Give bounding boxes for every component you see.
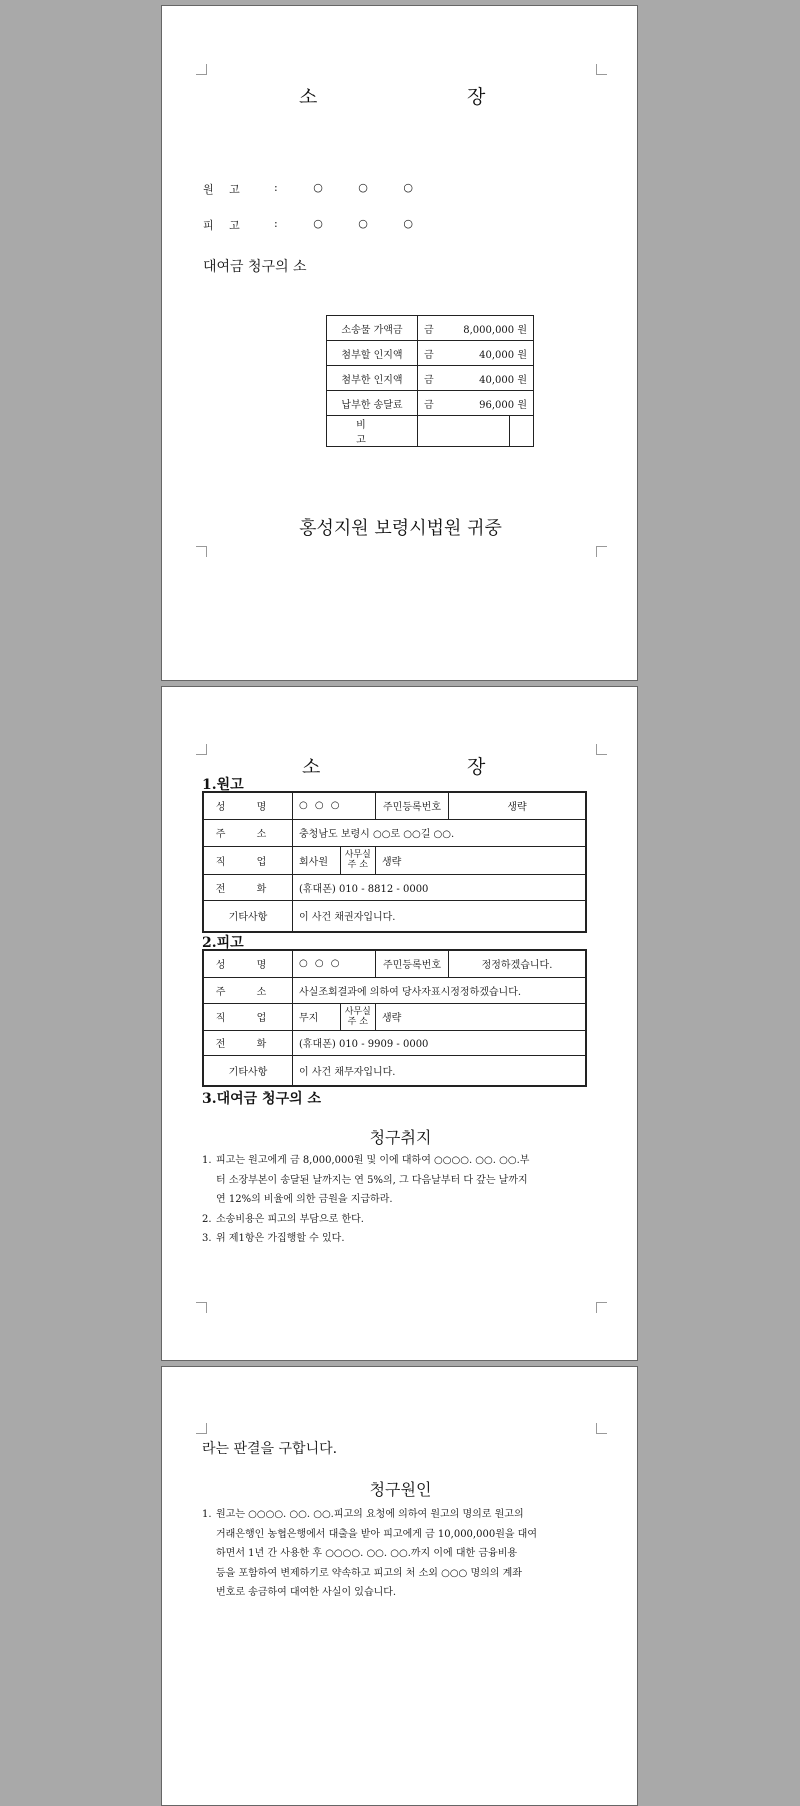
doc-title-left: 소 [299, 86, 318, 108]
fee-row [327, 341, 534, 366]
fee-unit: 금 [418, 341, 447, 366]
fee-unit: 금 [418, 391, 447, 416]
text-line: 위 제1항은 가집행할 수 있다. [216, 1233, 345, 1244]
defendant-name: : ○ ○ ○ [274, 217, 429, 230]
defendant-section-heading: 2.피고 [202, 935, 244, 951]
fee-label: 소송물 가액금 [327, 316, 418, 341]
fee-label: 첨부한 인지액 [327, 366, 418, 391]
margin-corner-mark [196, 1423, 207, 1434]
claim-purpose-heading: 청구취지 [369, 1128, 432, 1147]
remarks-row [327, 416, 534, 447]
cause-list [202, 1505, 602, 1603]
phone-value: (휴대폰) 010 - 9909 - 0000 [293, 1030, 587, 1055]
margin-corner-mark [196, 64, 207, 75]
list-item-text [216, 1151, 529, 1210]
rrn-label: 주민등록번호 [376, 792, 449, 819]
name-label: 성 명 [203, 950, 293, 977]
fee-row [327, 366, 534, 391]
office-label [340, 846, 375, 874]
fee-label: 납부한 송달료 [327, 391, 418, 416]
case-section-heading: 3.대여금 청구의 소 [202, 1091, 322, 1107]
list-item-number: 2. [202, 1213, 212, 1225]
list-item [202, 1210, 602, 1230]
table-row [203, 1003, 586, 1030]
margin-corner-mark [196, 546, 207, 557]
phone-label: 전 화 [203, 874, 293, 900]
list-item-text [216, 1505, 537, 1603]
office-label-line: 사무실 [344, 850, 371, 860]
name-value: ○ ○ ○ [293, 950, 376, 977]
fee-value: 40,000 원 [446, 366, 534, 391]
fee-unit: 금 [418, 316, 447, 341]
fee-table [326, 315, 534, 447]
court-name: 홍성지원 보령시법원 귀중 [299, 518, 502, 539]
address-value: 충청남도 보령시 ○○로 ○○길 ○○. [293, 819, 587, 846]
margin-corner-mark [196, 1302, 207, 1313]
document-page-3 [161, 1366, 638, 1806]
name-label: 성 명 [203, 792, 293, 819]
closing-statement: 라는 판결을 구합니다. [202, 1441, 338, 1457]
plaintiff-label: 원 고 [203, 183, 246, 196]
etc-label: 기타사항 [203, 900, 293, 932]
table-row [203, 874, 586, 900]
text-line: 하면서 1년 간 사용한 후 ○○○○. ○○. ○○.까지 이에 대한 금융비용 [216, 1548, 518, 1559]
phone-value: (휴대폰) 010 - 8812 - 0000 [293, 874, 587, 900]
rrn-label: 주민등록번호 [376, 950, 449, 977]
margin-corner-mark [596, 1302, 607, 1313]
office-value: 생략 [376, 846, 587, 874]
list-item [202, 1505, 602, 1603]
office-label [340, 1003, 375, 1030]
rrn-value: 정정하겠습니다. [449, 950, 587, 977]
address-label: 주 소 [203, 819, 293, 846]
table-row [203, 900, 586, 932]
doc-title-right: 장 [467, 756, 486, 778]
phone-label: 전 화 [203, 1030, 293, 1055]
table-row [203, 1030, 586, 1055]
list-item-number: 1. [202, 1155, 212, 1166]
fee-unit: 금 [418, 366, 447, 391]
fee-row [327, 391, 534, 416]
rrn-value: 생략 [449, 792, 587, 819]
etc-value: 이 사건 채권자입니다. [293, 900, 587, 932]
margin-corner-mark [596, 64, 607, 75]
table-row [203, 1055, 586, 1086]
fee-label: 첨부할 인지액 [327, 341, 418, 366]
office-label-line: 주 소 [347, 1016, 368, 1027]
office-label-line: 사무실 [344, 1006, 371, 1017]
remarks-cell [418, 416, 510, 447]
table-row [203, 950, 586, 977]
plaintiff-info-table [202, 791, 587, 933]
plaintiff-row [203, 181, 429, 197]
table-row [203, 846, 586, 874]
etc-label: 기타사항 [203, 1055, 293, 1086]
doc-title-left: 소 [302, 756, 321, 778]
fee-value: 40,000 원 [446, 341, 534, 366]
doc-title-right: 장 [467, 86, 486, 108]
defendant-info-table [202, 949, 587, 1087]
document-page-1 [161, 5, 638, 681]
list-item-number: 1. [202, 1509, 212, 1520]
job-value: 회사원 [293, 846, 341, 874]
table-row [203, 977, 586, 1003]
margin-corner-mark [596, 1423, 607, 1434]
margin-corner-mark [596, 744, 607, 755]
plaintiff-name: : ○ ○ ○ [274, 181, 429, 194]
text-line: 연 12%의 비율에 의한 금원을 지급하라. [216, 1194, 393, 1205]
text-line: 등을 포함하여 변제하기로 약속하고 피고의 처 소외 ○○○ 명의의 계좌 [216, 1567, 522, 1579]
list-item-number: 3. [202, 1233, 212, 1244]
table-row [203, 792, 586, 819]
job-value: 무지 [293, 1003, 341, 1030]
text-line: 거래은행인 농협은행에서 대출을 받아 피고에게 금 10,000,000원을 대여 [216, 1528, 538, 1540]
plaintiff-section-heading: 1.원고 [202, 777, 244, 793]
job-label: 직 업 [203, 846, 293, 874]
address-value: 사실조회결과에 의하여 당사자표시정정하겠습니다. [293, 977, 587, 1003]
text-line: 피고는 원고에게 금 8,000,000원 및 이에 대하여 ○○○○. ○○. ○○.부 [216, 1155, 530, 1166]
claim-list [202, 1151, 602, 1249]
margin-corner-mark [596, 546, 607, 557]
office-label-line: 주 소 [347, 860, 368, 870]
margin-corner-mark [196, 744, 207, 755]
job-label: 직 업 [203, 1003, 293, 1030]
text-line: 소송비용은 피고의 부담으로 한다. [216, 1213, 364, 1225]
name-value: ○ ○ ○ [293, 792, 376, 819]
remarks-label: 비 고 [327, 416, 418, 447]
address-label: 주 소 [203, 977, 293, 1003]
defendant-row [203, 217, 429, 233]
case-name: 대여금 청구의 소 [203, 259, 307, 275]
text-line: 번호로 송금하여 대여한 사실이 있습니다. [216, 1587, 397, 1598]
fee-value: 96,000 원 [446, 391, 534, 416]
claim-cause-heading: 청구원인 [369, 1480, 432, 1499]
text-line: 터 소장부본이 송달된 날까지는 연 5%의, 그 다음날부터 다 갚는 날까지 [216, 1174, 528, 1186]
defendant-label: 피 고 [203, 219, 246, 232]
office-value: 생략 [376, 1003, 587, 1030]
fee-row [327, 316, 534, 341]
remarks-cell [510, 416, 534, 447]
list-item [202, 1229, 602, 1249]
etc-value: 이 사건 채무자입니다. [293, 1055, 587, 1086]
fee-value: 8,000,000 원 [446, 316, 534, 341]
table-row [203, 819, 586, 846]
document-page-2 [161, 686, 638, 1361]
text-line: 원고는 ○○○○. ○○. ○○.피고의 요청에 의하여 원고의 명의로 원고의 [216, 1509, 524, 1520]
list-item [202, 1151, 602, 1210]
